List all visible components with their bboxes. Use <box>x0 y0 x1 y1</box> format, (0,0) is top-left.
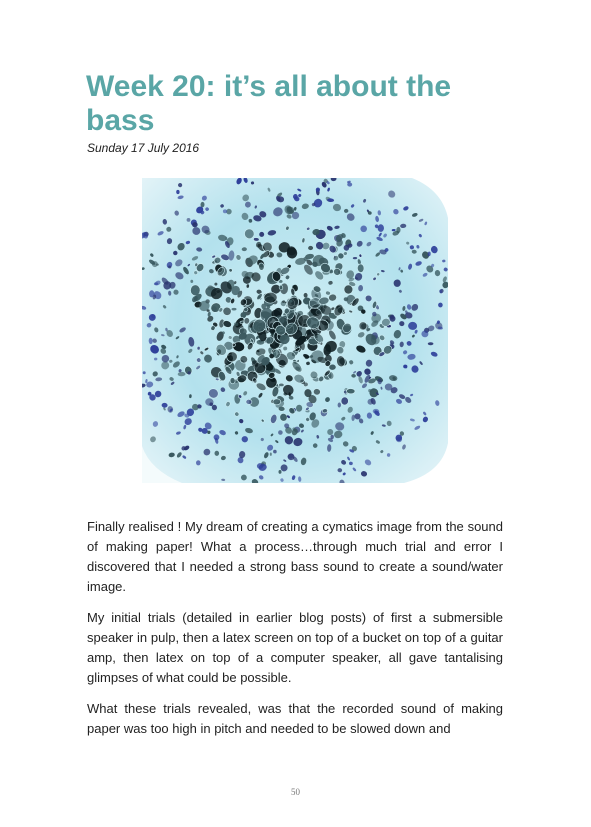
cymatics-blob <box>246 399 253 405</box>
cymatics-blob <box>301 343 305 351</box>
cymatics-blob <box>279 383 285 387</box>
cymatics-blob <box>303 292 308 298</box>
paragraph: My initial trials (detailed in earlier blog posts) of first a submersible speaker in pulp, then a latex screen on top of a bucket on top of a guitar amp, then latex on top of a computer speaker, all gave tantalising glimpses of what could be possible. <box>87 610 503 685</box>
cymatics-blob <box>207 285 213 290</box>
cymatics-blob <box>253 237 259 241</box>
cymatics-blob <box>232 343 235 346</box>
paragraph: Finally realised ! My dream of creating a cymatics image from the sound of making paper! What a process…through much trial and error I discovered that I needed a strong bass sound to create a sound/water image. <box>87 519 503 594</box>
cymatics-blob <box>359 322 367 330</box>
cymatics-blob <box>197 346 201 350</box>
cymatics-blob <box>230 377 235 384</box>
cymatics-blob <box>428 342 434 345</box>
cymatics-blob <box>320 342 323 345</box>
cymatics-blob <box>244 317 250 324</box>
cymatics-blob <box>346 389 355 394</box>
cymatics-blob <box>341 397 349 405</box>
cymatics-blob <box>344 285 353 294</box>
cymatics-blob <box>360 226 367 233</box>
cymatics-image <box>142 178 448 483</box>
post-body <box>87 517 503 750</box>
cymatics-blob <box>196 460 201 465</box>
page-title: Week 20: it’s all about the bass <box>86 70 452 137</box>
cymatics-blob <box>143 371 146 374</box>
cymatics-blob <box>273 399 281 405</box>
page-number: 50 <box>291 787 300 797</box>
post-date: Sunday 17 July 2016 <box>87 141 200 155</box>
cymatics-blob <box>357 264 364 273</box>
cymatics-blob <box>258 263 264 271</box>
paragraph: What these trials revealed, was that the recorded sound of making paper was too high in pitch and needed to be slowed down and <box>87 701 503 736</box>
